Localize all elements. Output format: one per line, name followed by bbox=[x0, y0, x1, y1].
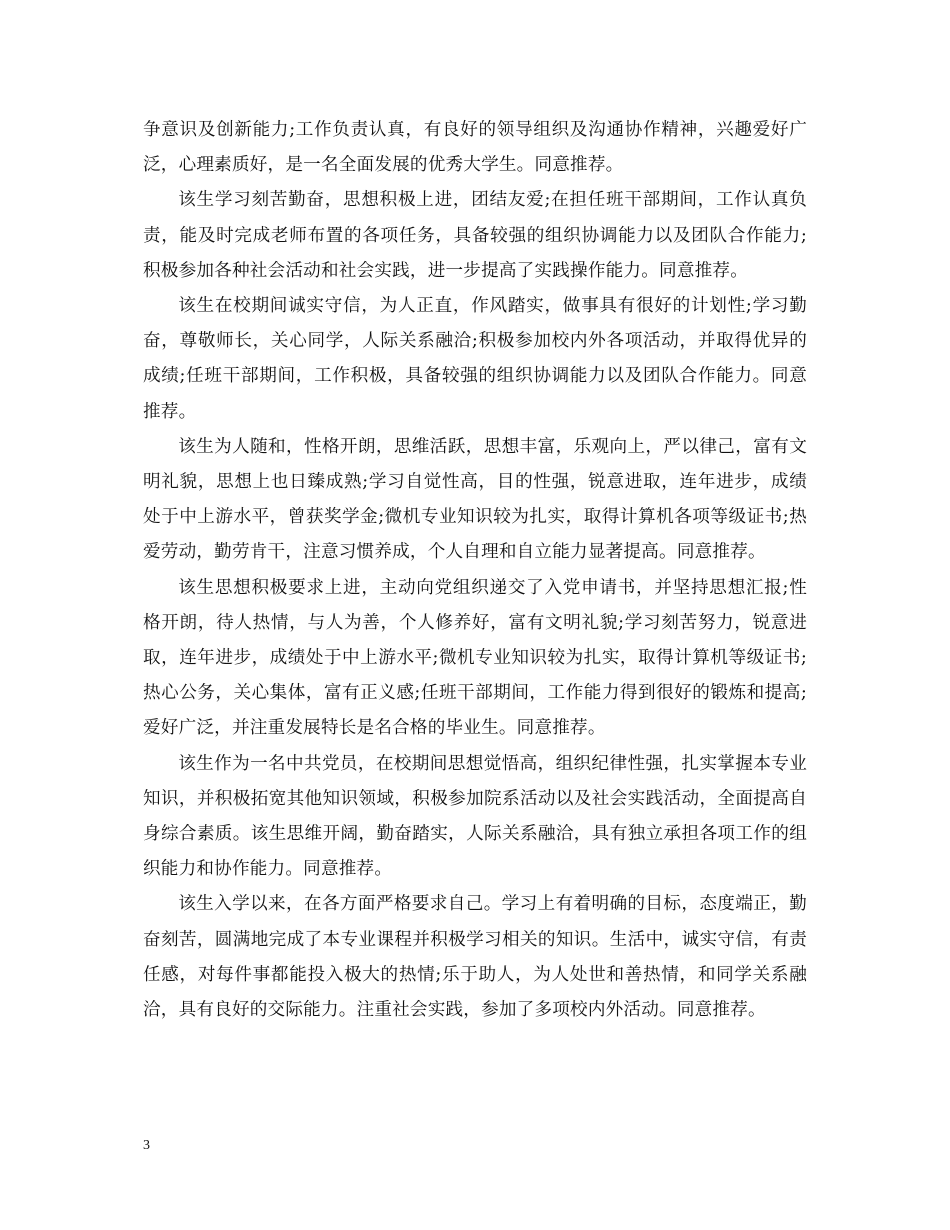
paragraph-6: 该生作为一名中共党员，在校期间思想觉悟高，组织纪律性强，扎实掌握本专业知识，并积极拓宽其他知识领域，积极参加院系活动以及社会实践活动，全面提高自身综合素质。该生思维开阔，勤奋踏实，人际关系融洽，具有独立承担各项工作的组织能力和协作能力。同意推荐。 bbox=[143, 753, 807, 880]
paragraph-3: 该生在校期间诚实守信，为人正直，作风踏实，做事具有很好的计划性;学习勤奋，尊敬师长，关心同学，人际关系融洽;积极参加校内外各项活动，并取得优异的成绩;任班干部期间，工作积极，具备较强的组织协调能力以及团队合作能力。同意推荐。 bbox=[143, 296, 807, 422]
paragraph-7: 该生入学以来，在各方面严格要求自己。学习上有着明确的目标，态度端正，勤奋刻苦，圆满地完成了本专业课程并积极学习相关的知识。生活中，诚实守信，有责任感，对每件事都能投入极大的热情;乐于助人，为人处世和善热情，和同学关系融洽，具有良好的交际能力。注重社会实践，参加了多项校内外活动。同意推荐。 bbox=[143, 894, 807, 1021]
page-number: 3 bbox=[143, 1138, 150, 1153]
document-body bbox=[143, 113, 807, 1028]
paragraph-2: 该生学习刻苦勤奋，思想积极上进，团结友爱;在担任班干部期间，工作认真负责，能及时完成老师布置的各项任务，具备较强的组织协调能力以及团队合作能力;积极参加各种社会活动和社会实践，进一步提高了实践操作能力。同意推荐。 bbox=[143, 190, 807, 281]
paragraph-4: 该生为人随和，性格开朗，思维活跃，思想丰富，乐观向上，严以律己，富有文明礼貌，思想上也日臻成熟;学习自觉性高，目的性强，锐意进取，连年进步，成绩处于中上游水平，曾获奖学金;微机专业知识较为扎实，取得计算机各项等级证书;热爱劳动，勤劳肯干，注意习惯养成，个人自理和自立能力显著提高。同意推荐。 bbox=[143, 436, 807, 563]
paragraph-5: 该生思想积极要求上进，主动向党组织递交了入党申请书，并坚持思想汇报;性格开朗，待人热情，与人为善，个人修养好，富有文明礼貌;学习刻苦努力，锐意进取，连年进步，成绩处于中上游水平;微机专业知识较为扎实，取得计算机等级证书;热心公务，关心集体，富有正义感;任班干部期间，工作能力得到很好的锻炼和提高;爱好广泛，并注重发展特长是名合格的毕业生。同意推荐。 bbox=[143, 577, 807, 739]
paragraph-1: 争意识及创新能力;工作负责认真，有良好的领导组织及沟通协作精神，兴趣爱好广泛，心理素质好，是一名全面发展的优秀大学生。同意推荐。 bbox=[143, 120, 807, 176]
